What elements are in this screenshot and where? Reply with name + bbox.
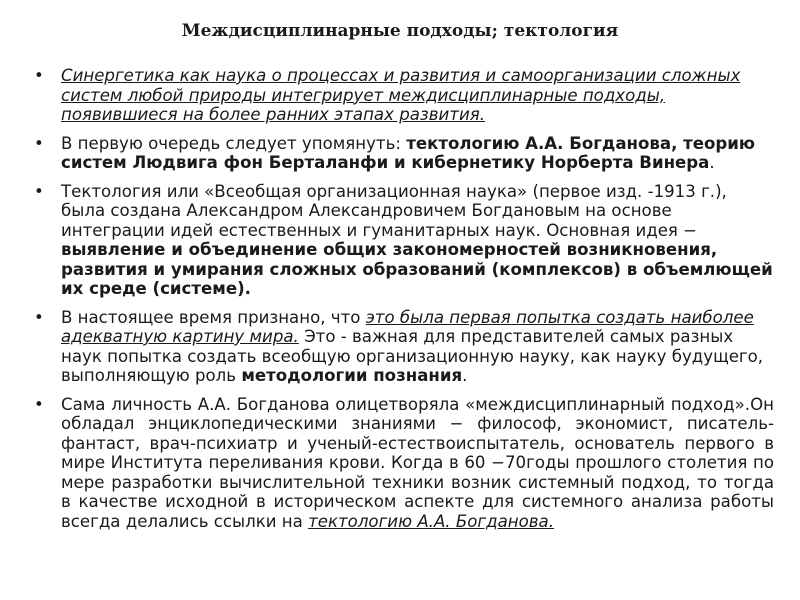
paragraph-text: Сама личность А.А. Богданова олицетворяла «междисциплинарный подход».Он обладал энциклопедическими знаниями − философ, экономист, писатель-фантаст, врач-психиатр и ученый-естествоиспытатель, основатель первого в мире Института переливания крови. Когда в 60 −70годы прошлого столетия по мере разработки вычислительной техники возник системный подход, то тогда в качестве исходной в историческом аспекте для системного анализа работы всегда делались ссылки на (61, 394, 774, 531)
bullet-icon: • (34, 66, 44, 85)
underlined-italic-text: это была первая попытка создать наиболее адекватную картину мира. (61, 307, 754, 346)
list-item (34, 395, 774, 532)
emphasis-text: тектологию А.А. Богданова, теорию систем Людвига фон Берталанфи и кибернетику Норберта Винера (61, 133, 756, 172)
list-item (34, 66, 774, 125)
paragraph-text: Это - важная для представителей самых разных наук попытка создать всеобщую организационную науку, как науку будущего, выполняющую роль (61, 327, 764, 385)
emphasis-text: методологии познания (241, 366, 463, 385)
bullet-icon: • (34, 181, 44, 201)
bullet-list (34, 66, 774, 540)
paragraph-text: . (462, 366, 468, 385)
paragraph-text: Тектология или «Всеобщая организационная наука» (первое изд. -1913 г.), была создана Александром Александровичем Богдановым на основе интеграции идей естественных и гуманитарных наук. Основная идея − (61, 181, 727, 240)
underlined-italic-text: тектологию А.А. Богданова. (308, 511, 554, 531)
emphasis-text: выявление и объединение общих закономерностей возникновения, развития и умирания сложных образований (комплексов) в объемлющей их среде (системе). (61, 240, 773, 298)
list-item (34, 308, 774, 386)
list-item (34, 134, 774, 173)
list-item (34, 182, 774, 299)
bullet-icon: • (34, 307, 44, 327)
paragraph-text: В первую очередь следует упомянуть: (61, 133, 407, 153)
paragraph-text: . (709, 153, 715, 172)
paragraph-text: В настоящее время признано, что (61, 307, 366, 327)
bullet-icon: • (34, 133, 44, 153)
bullet-icon: • (34, 394, 44, 414)
page-title: Междисциплинарные подходы; тектология (181, 21, 619, 41)
synergetics-statement: Синергетика как наука о процессах и развития и самоорганизации сложных систем любой природы интегрирует междисциплинарные подходы, появившиеся на более ранних этапах развития. (61, 66, 741, 124)
